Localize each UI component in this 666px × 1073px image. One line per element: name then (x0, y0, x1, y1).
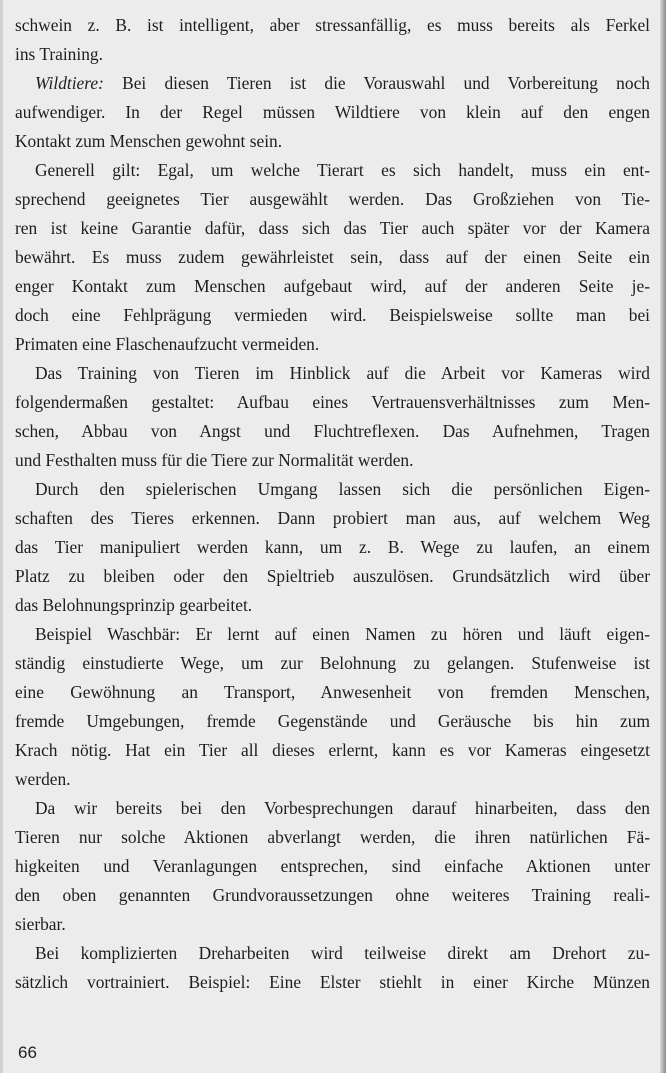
line-text: schwein z. B. ist intelligent, aber stressanfällig, es muss bereits als Ferkel (15, 15, 650, 35)
text-line (15, 562, 650, 591)
line-text: sätzlich vortrainiert. Beispiel: Eine Elster stiehlt in einer Kirche Münzen (15, 972, 650, 992)
line-text: ins Training. (15, 44, 103, 64)
text-line (15, 446, 650, 475)
line-text: doch eine Fehlprägung vermieden wird. Beispielsweise sollte man bei (15, 305, 650, 325)
line-text: Bei komplizierten Dreharbeiten wird teilweise direkt am Drehort zu- (35, 943, 650, 963)
text-line (15, 968, 650, 997)
line-text: Durch den spielerischen Umgang lassen sich die persönlichen Eigen- (35, 479, 650, 499)
page-binding-shadow (660, 0, 666, 1073)
text-line (15, 214, 650, 243)
italic-term: Wildtiere: (35, 73, 104, 93)
text-line (15, 678, 650, 707)
page-number: 66 (18, 1043, 37, 1062)
text-line (15, 330, 650, 359)
line-text: ständig einstudierte Wege, um zur Belohnung zu gelangen. Stufenweise ist (15, 653, 650, 673)
line-text: folgendermaßen gestaltet: Aufbau eines Vertrauensverhältnisses zum Men- (15, 392, 650, 412)
text-line (15, 98, 650, 127)
text-line (15, 69, 650, 98)
text-line (15, 533, 650, 562)
line-text: Platz zu bleiben oder den Spieltrieb auszulösen. Grundsätzlich wird über (15, 566, 650, 586)
line-text: Tieren nur solche Aktionen abverlangt werden, die ihren natürlichen Fä- (15, 827, 650, 847)
text-line (15, 620, 650, 649)
text-line (15, 823, 650, 852)
line-text: Kontakt zum Menschen gewohnt sein. (15, 131, 283, 151)
line-text: und Festhalten muss für die Tiere zur Normalität werden. (15, 450, 414, 470)
line-text: das Belohnungsprinzip gearbeitet. (15, 595, 253, 615)
body-text (15, 11, 650, 997)
text-line (15, 475, 650, 504)
text-line (15, 417, 650, 446)
text-line (15, 11, 650, 40)
line-text: das Tier manipuliert werden kann, um z. B. Wege zu laufen, an einem (15, 537, 650, 557)
text-line (15, 649, 650, 678)
line-text: sierbar. (15, 914, 66, 934)
line-text: schaften des Tieres erkennen. Dann probiert man aus, auf welchem Weg (15, 508, 650, 528)
line-text: bewährt. Es muss zudem gewährleistet sein, dass auf der einen Seite ein (15, 247, 650, 267)
line-text: eine Gewöhnung an Transport, Anwesenheit von fremden Menschen, (15, 682, 650, 702)
line-text: Primaten eine Flaschenaufzucht vermeiden. (15, 334, 320, 354)
text-line (15, 736, 650, 765)
text-line (15, 185, 650, 214)
page-left-edge (0, 0, 3, 1073)
text-line (15, 40, 650, 69)
line-text: ren ist keine Garantie dafür, dass sich das Tier auch später vor der Kamera (15, 218, 650, 238)
text-line (15, 156, 650, 185)
line-text: Bei diesen Tieren ist die Vorauswahl und Vorbereitung noch (103, 73, 650, 93)
text-line (15, 852, 650, 881)
line-text: Beispiel Waschbär: Er lernt auf einen Namen zu hören und läuft eigen- (35, 624, 650, 644)
text-line (15, 359, 650, 388)
line-text: Da wir bereits bei den Vorbesprechungen darauf hinarbeiten, dass den (35, 798, 650, 818)
text-line (15, 388, 650, 417)
text-line (15, 504, 650, 533)
line-text: aufwendiger. In der Regel müssen Wildtiere von klein auf den engen (15, 102, 650, 122)
text-line (15, 939, 650, 968)
line-text: higkeiten und Veranlagungen entsprechen, sind einfache Aktionen unter (15, 856, 650, 876)
text-line (15, 707, 650, 736)
line-text: werden. (15, 769, 71, 789)
text-line (15, 127, 650, 156)
text-line (15, 301, 650, 330)
text-line (15, 272, 650, 301)
line-text: schen, Abbau von Angst und Fluchtreflexen. Das Aufnehmen, Tragen (15, 421, 650, 441)
text-line (15, 794, 650, 823)
text-line (15, 881, 650, 910)
line-text: Generell gilt: Egal, um welche Tierart es sich handelt, muss ein ent- (35, 160, 650, 180)
line-text: Das Training von Tieren im Hinblick auf die Arbeit vor Kameras wird (35, 363, 650, 383)
line-text: den oben genannten Grundvoraussetzungen ohne weiteres Training reali- (15, 885, 650, 905)
text-line (15, 765, 650, 794)
text-line (15, 243, 650, 272)
line-text: Krach nötig. Hat ein Tier all dieses erlernt, kann es vor Kameras eingesetzt (15, 740, 650, 760)
text-line (15, 910, 650, 939)
line-text: sprechend geeignetes Tier ausgewählt werden. Das Großziehen von Tie- (15, 189, 650, 209)
line-text: enger Kontakt zum Menschen aufgebaut wird, auf der anderen Seite je- (15, 276, 650, 296)
text-line (15, 591, 650, 620)
line-text: fremde Umgebungen, fremde Gegenstände und Geräusche bis hin zum (15, 711, 650, 731)
